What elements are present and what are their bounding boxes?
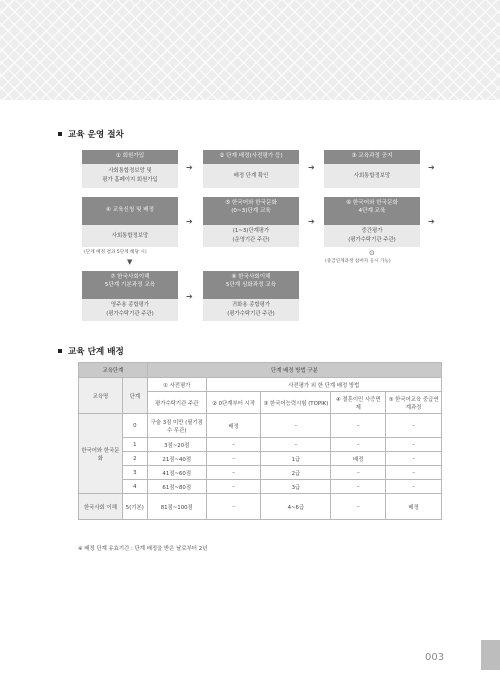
table-row (79, 466, 442, 480)
flow-step-8-body-line1: 귀화용 종합평가 (231, 302, 271, 308)
flow-step-4-head: ④ 교육신청 및 배정 (82, 197, 178, 225)
table-cell-pre: 구술 3점 미만 (필기점수 무관) (147, 414, 206, 438)
flow-step-1 (82, 150, 178, 188)
table-cell: – (331, 438, 386, 452)
table-cell: – (331, 494, 386, 520)
flow-step-6-head-line1: ⑥ 한국어와 한국문화 (346, 200, 398, 206)
table-cell-level: 3 (122, 466, 147, 480)
table-cell: – (386, 414, 442, 438)
table-cell-level: 4 (122, 480, 147, 494)
flow-step-2 (203, 150, 299, 188)
table-cell: – (386, 480, 442, 494)
flow-step-5-body-line1: (1~3)단계평가 (232, 228, 270, 234)
table-header-pre: ① 사전평가 (147, 378, 206, 392)
flow-step-7-body (82, 299, 178, 321)
table-cell: – (261, 414, 331, 438)
flow-step-4-body-line1: 사회통합정보망 (111, 232, 149, 239)
table-cell-pre: 41점~60점 (147, 466, 206, 480)
header-pattern-band (0, 0, 500, 100)
flow-step-1-body-line1: 사회통합정보망 및 (108, 168, 152, 174)
table-sub-1: 평가수탁기관 주관 (147, 392, 206, 414)
arrow-right-icon: ➔ (428, 217, 435, 226)
flow-step-8-head-line2: 5단계 심화과정 교육 (225, 281, 277, 288)
flow-step-5-body-line2: (운영기관 주관) (232, 237, 270, 243)
flow-step-8 (203, 271, 299, 321)
section-title-text: 교육 운영 절차 (68, 130, 124, 140)
circle-icon: ⊙ (369, 249, 375, 257)
table-cell: 1급 (261, 452, 331, 466)
table-cell: – (386, 452, 442, 466)
flow-step-7-body-line1: 영주용 종합평가 (110, 302, 150, 308)
arrow-right-icon: ➔ (186, 217, 193, 226)
arrow-right-icon: ➔ (428, 163, 435, 172)
table-cell-pre: 61점~80점 (147, 480, 206, 494)
table-cell: – (206, 480, 261, 494)
flow-step-1-body-line2: 평가 홈페이지 회원가입 (102, 177, 158, 183)
flow-step-8-head-line1: ⑧ 한국사회이해 (231, 274, 271, 280)
table-cell-pre: 81점~100점 (147, 494, 206, 520)
table-cell: – (331, 480, 386, 494)
table-cell: – (261, 438, 331, 452)
stage-placement-table (78, 362, 442, 520)
table-cell: – (206, 494, 261, 520)
arrow-right-icon: ➔ (308, 217, 315, 226)
table-header-course: 교육명 (79, 378, 123, 414)
table-header-other: 사전평가 외 한 단계 배정 방법 (206, 378, 441, 392)
table-cell: – (206, 466, 261, 480)
flow-step-5-head-line1: ⑤ 한국어와 한국문화 (225, 200, 277, 206)
flow-step-3-body-line1: 사회통합정보망 (353, 172, 391, 179)
flow-step-6-body (324, 225, 420, 247)
table-cell-pre: 3점~20점 (147, 438, 206, 452)
flow-step-8-body (203, 299, 299, 321)
table-sub-2: ② 0단계부터 시작 (206, 392, 261, 414)
table-header-stage: 교육단계 (79, 363, 148, 378)
flow-step-8-body-line2: (평가수탁기관 주관) (227, 311, 275, 317)
table-header-method: 단계 배정 방법 구분 (147, 363, 441, 378)
flow-step-2-body (203, 164, 299, 189)
bullet-square-icon (58, 349, 62, 353)
flow-step-6-body-line1: 중간평가 (361, 228, 383, 234)
table-cell: 배정 (386, 494, 442, 520)
arrow-down-icon: ▼ (127, 258, 133, 266)
table-header-level: 단계 (122, 378, 147, 414)
section-title-text: 교육 단계 배정 (68, 347, 124, 357)
table-cell: 배정 (331, 452, 386, 466)
table-cell: – (206, 452, 261, 466)
flow-step-6-body-line2: (평가수탁기관 주관) (348, 237, 396, 243)
flow-step-1-body (82, 164, 178, 189)
flow-step-6 (324, 197, 420, 247)
table-cell-level: 5(기본) (122, 494, 147, 520)
table-row (79, 438, 442, 452)
arrow-right-icon: ➔ (308, 163, 315, 172)
table-cell: – (331, 414, 386, 438)
table-row (79, 414, 442, 438)
table-row (79, 494, 442, 520)
table-cell: 4~6급 (261, 494, 331, 520)
bullet-square-icon (58, 132, 62, 136)
table-sub-4: ④ 결혼이민 사증면제 (331, 392, 386, 414)
section-title-placement (58, 345, 124, 357)
flow-step-1-head: ① 회원가입 (82, 150, 178, 164)
note-intermediate: (중급연계과정 참여자 응시 가능) (325, 259, 391, 264)
table-cell-level: 1 (122, 438, 147, 452)
section-title-procedure (58, 128, 124, 140)
flow-step-8-head (203, 271, 299, 299)
table-row (79, 452, 442, 466)
table-cell: 2급 (261, 466, 331, 480)
flow-step-3-head: ③ 교육과정 공지 (324, 150, 420, 164)
flow-step-3 (324, 150, 420, 188)
table-cell-level: 2 (122, 452, 147, 466)
table-cell: 배정 (206, 414, 261, 438)
table-cell: – (386, 438, 442, 452)
flow-step-7-head-line1: ⑦ 한국사회이해 (110, 274, 150, 280)
table-cell-pre: 21점~40점 (147, 452, 206, 466)
table-sub-5: ⑤ 한국어교육 중급연계과정 (386, 392, 442, 414)
flow-step-5-body (203, 225, 299, 247)
table-cell: – (331, 466, 386, 480)
table-row (79, 480, 442, 494)
page-edge-strip (481, 640, 500, 670)
arrow-right-icon: ➔ (186, 292, 193, 301)
flow-step-4-body (82, 225, 178, 247)
flow-step-7-body-line2: (평가수탁기관 주관) (106, 311, 154, 317)
note-stage5: (단계 배정 결과 5단계 해당 시) (84, 250, 147, 255)
flow-step-7 (82, 271, 178, 321)
flow-step-6-head (324, 197, 420, 225)
arrow-right-icon: ➔ (186, 163, 193, 172)
table-cell: – (386, 466, 442, 480)
flow-step-7-head-line2: 5단계 기본과정 교육 (104, 281, 156, 288)
table-cell-level: 0 (122, 414, 147, 438)
flow-step-7-head (82, 271, 178, 299)
table-cell: – (206, 438, 261, 452)
flow-step-5-head (203, 197, 299, 225)
footnote: ※ 배정 단계 유효기간 : 단계 배정을 받은 날로부터 2년 (78, 546, 208, 552)
flow-step-4 (82, 197, 178, 247)
flow-step-5-head-line2: (0~3)단계 교육 (231, 207, 271, 214)
table-course-society: 한국사회 이해 (79, 494, 123, 520)
flow-step-3-body (324, 164, 420, 189)
flow-step-2-head: ② 단계 배정(사전평가 등) (203, 150, 299, 164)
page-number: 003 (425, 652, 445, 663)
table-cell: 3급 (261, 480, 331, 494)
table-course-korean: 한국어와 한국문화 (79, 414, 123, 494)
flow-step-5 (203, 197, 299, 247)
flow-step-6-head-line2: 4단계 교육 (358, 207, 386, 214)
table-sub-3: ③ 한국어능력시험 (TOPIK) (261, 392, 331, 414)
flow-step-2-body-line1: 배정 단계 확인 (233, 172, 269, 179)
